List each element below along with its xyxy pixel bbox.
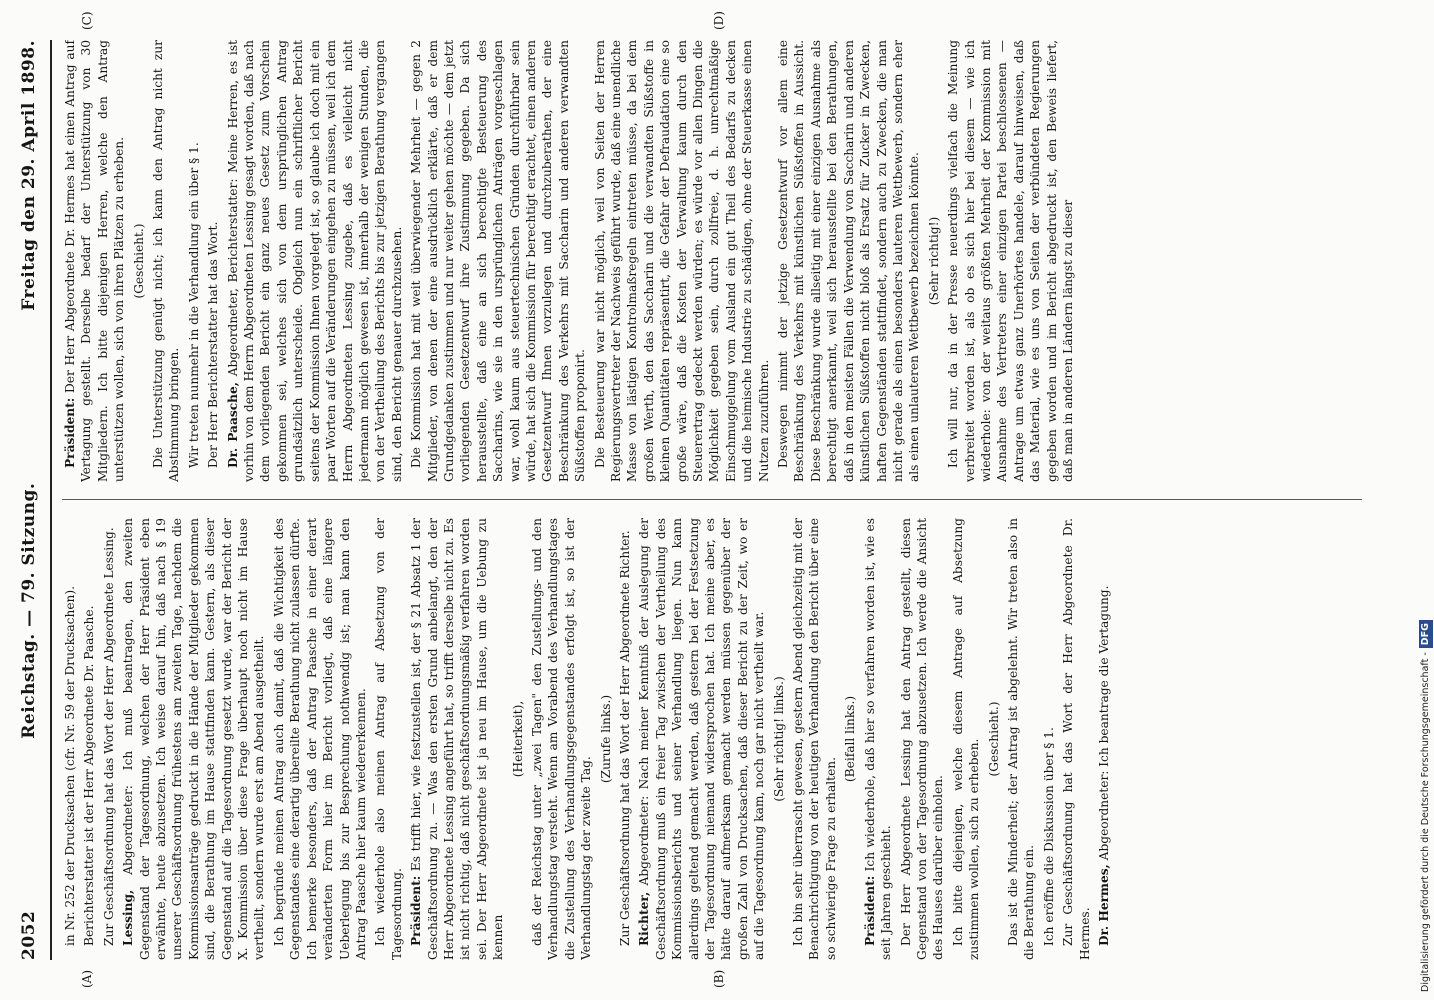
speaker-name: Richter, bbox=[637, 891, 652, 946]
paragraph bbox=[205, 40, 221, 482]
paragraph-text: Die Unterstützung genügt nicht; ich kann den Antrag nicht zur Abstimmung bringen. bbox=[151, 40, 182, 482]
credit-text: Digitalisierung gefördert durch die Deutsche Forschungsgemeinschaft - bbox=[1420, 652, 1431, 992]
speaker-name: Präsident: bbox=[63, 397, 77, 468]
paragraph-text: Der Herr Abgeordnete Dr. Hermes hat einen Antrag auf Vertagung gestellt. Derselbe bedarf der Unterstützung von 30 Mitgliedern. Ich bitte diejenigen Herren, welche den Antrag unterstützen wollen, sich von ihren Plätzen zu erheben. bbox=[63, 40, 127, 482]
paragraph bbox=[775, 40, 923, 482]
left-text-column bbox=[62, 518, 1362, 960]
paragraph-text: in Nr. 252 der Drucksachen (cfr. Nr. 59 der Drucksachen). bbox=[63, 585, 77, 946]
speaker-name: Präsident: bbox=[862, 875, 877, 946]
paragraph bbox=[120, 518, 268, 960]
paragraph-text: Abgeordneter: Nach meiner Kenntniß der Auslegung der Geschäftsordnung muß ein freier Tag zwischen der Vertheilung des Kommissionsberichts und seiner Verhandlung liegen. Nun kann allerdings geltend gemacht werden, daß gestern bei der Festsetzung der Tagesordnung niemand widersprochen hat. Ich meine aber, es hätte darauf aufmerksam gemacht werden müssen gegenüber der großen Zahl von Drucksachen, daß dieser Bericht zu der Zeit, wo er auf die Tagesordnung kam, noch gar nicht vertheilt war. bbox=[637, 518, 767, 960]
paragraph bbox=[898, 518, 947, 960]
paragraph bbox=[950, 518, 983, 960]
paragraph-text: Die Kommission hat mit weit überwiegender Mehrheit — gegen 2 Mitglieder, von denen der eine ausdrücklich erklärte, daß er dem Grundgedanken zustimmen und nur weiter gehen möchte — dem jetzt vorliegenden Gesetzentwurf ihre Zustimmung gegeben. Da sich herausstellte, daß eine an sich berechtigte Besteuerung des Saccharins, wie sie in den ursprünglichen Anträgen vorgeschlagen war, wohl kaum aus steuertechnischen Gründen durchführbar sein würde, hat sich die Kommission für berechtigt erachtet, einen anderen Gesetzentwurf Ihnen vorzulegen und durchzuberathen, der eine Beschränkung des Verkehrs mit Saccharin und anderen verwandten Süßstoffen proponirt. bbox=[409, 40, 588, 482]
paragraph bbox=[271, 518, 369, 960]
margin-marker-d: (D) bbox=[712, 11, 726, 30]
paragraph-text: Das ist die Minderheit; der Antrag ist abgelehnt. Wir treten also in die Berathung ein. bbox=[1005, 518, 1037, 960]
paragraph bbox=[1096, 518, 1112, 960]
stage-direction bbox=[986, 518, 1002, 960]
stage-direction-text: (Heiterkeit), bbox=[510, 700, 525, 778]
paragraph bbox=[408, 518, 506, 960]
dfg-logo: DFG bbox=[1419, 620, 1433, 648]
stage-direction-text: (Sehr richtig!) bbox=[926, 216, 941, 306]
paragraph-text: Zur Geschäftsordnung hat das Wort der Herr Abgeordnete Richter. bbox=[618, 530, 632, 946]
paragraph-text: Ich eröffne die Diskussion über § 1. bbox=[1041, 727, 1056, 946]
paragraph-text: Abgeordneter: Ich beantrage die Vertagung. bbox=[1096, 585, 1111, 865]
page-number: 2052 bbox=[19, 910, 39, 960]
paragraph-text: Zur Geschäftsordnung hat das Wort der Herr Abgeordnete Lessing. bbox=[101, 527, 116, 946]
paragraph bbox=[529, 518, 595, 960]
stage-direction-text: (Geschieht.) bbox=[986, 701, 1001, 777]
paragraph bbox=[592, 40, 772, 482]
paragraph-text: Ich begründe meinen Antrag auch damit, daß die Wichtigkeit des Gegenstandes eine derartig übereilte Berathung nicht zulassen dürfte. Ich bemerke besonders, daß der Antrag Paasche in einer derart veränderten Form hier im Bericht vorliegt, daß eine längere Ueberlegung bis zur Besprechung nothwendig ist; man kann den Antrag Paasche hier kaum wiedererkennen. bbox=[271, 518, 368, 960]
stage-direction bbox=[771, 518, 787, 960]
stage-direction bbox=[510, 518, 526, 960]
margin-marker-b: (B) bbox=[712, 969, 726, 988]
paragraph-text: Wir treten nunmehr in die Verhandlung ein über § 1. bbox=[186, 142, 201, 468]
speaker-name: Dr. Hermes, bbox=[1096, 864, 1111, 946]
paragraph-text: Es trifft hier, wie festzustellen ist, der § 21 Absatz 1 der Geschäftsordnung zu. — Was den ersten Grund anbelangt, den der Herr Abgeordnete Lessing angeführt hat, so trifft derselbe nicht zu. Es ist nicht richtig, daß nicht geschäftsordnungsmäßig verfahren worden sei. Der Herr Abgeordnete ist ja neu im Hause, um die Uebung zu kennen bbox=[409, 518, 506, 960]
header-right-title: Freitag den 29. April 1898. bbox=[19, 40, 39, 311]
paragraph bbox=[617, 518, 633, 960]
paragraph-text: Die Besteuerung war nicht möglich, weil von Seiten der Herren Regierungsvertreter der Nachweis geführt wurde, daß eine unendliche Masse von lästigen Kontrolmaßregeln eintreten müsse, da bei dem großen Werth, den das Saccharin und die verwandten Süßstoffe in kleinen Quantitäten repräsentirt, die Gefahr der Defraudation eine so große wäre, daß die Kosten der Verwaltung kaum durch den Steuerertrag gedeckt werden würden; es würde vor allen Dingen die Möglichkeit gegeben sein, durch zollfreie, d. h. unrechtmäßige Einschmuggelung vom Ausland ein gut Theil des Bedarfs zu decken und die heimische Industrie zu schädigen, ohne der Steuerkasse einen Nutzen zuzuführen. bbox=[592, 40, 771, 482]
paragraph bbox=[408, 40, 588, 482]
stage-direction-text: (Zurufe links.) bbox=[598, 694, 613, 784]
paragraph bbox=[62, 518, 78, 960]
paragraph bbox=[81, 518, 97, 960]
stage-direction bbox=[842, 518, 858, 960]
margin-marker-a: (A) bbox=[80, 969, 94, 988]
right-text-column bbox=[62, 40, 1362, 482]
paragraph-text: Zur Geschäftsordnung hat das Wort der Herr Abgeordnete Dr. Hermes. bbox=[1061, 518, 1092, 960]
paragraph-text: Der Herr Berichterstatter hat das Wort. bbox=[206, 221, 221, 468]
speaker-name: Lessing, bbox=[121, 889, 136, 946]
paragraph bbox=[186, 40, 202, 482]
stage-direction-text: (Beifall links.) bbox=[843, 695, 858, 783]
stage-direction bbox=[598, 518, 614, 960]
paragraph-text: Ich will nur, da in der Presse neuerdings vielfach die Meinung verbreitet worden ist, als ob es sich hier bei diesem — wie ich wiederhole: von der weitaus größten Mehrheit der Kommission mit Ausnahme des Vertreters einer einzigen Partei beschlossenen — Antrage um etwas ganz Unerhörtes handele, darauf hinweisen, daß das Material, wie es uns von Seiten der verbündeten Regierungen gegeben worden und im Bericht abgedruckt ist, den Beweis liefert, daß man in anderen Ländern längst zu dieser bbox=[946, 40, 1075, 482]
paragraph-text: Ich wiederhole, daß hier so verfahren worden ist, wie es seit Jahren geschieht. bbox=[862, 518, 894, 960]
paragraph bbox=[862, 518, 895, 960]
column-divider bbox=[62, 499, 1362, 500]
margin-marker-c: (C) bbox=[80, 11, 94, 30]
paragraph-text: daß der Reichstag unter „zwei Tagen" den Zustellungs- und den Verhandlungstag versteht. Wenn am Vorabend des Verhandlungstages die Zustellung des Verhandlungsgegenstandes erfolgt ist, so ist der Verhandlungstag der zweite Tag. bbox=[529, 518, 594, 960]
page-header bbox=[12, 40, 46, 960]
digitization-credit bbox=[1419, 8, 1433, 992]
paragraph bbox=[945, 40, 1076, 482]
speaker-name: Präsident: bbox=[409, 875, 424, 946]
paragraph bbox=[1041, 518, 1057, 960]
header-left-title: Reichstag. — 79. Sitzung. bbox=[19, 482, 39, 739]
paragraph-text: Ich wiederhole also meinen Antrag auf Absetzung von der Tagesordnung. bbox=[373, 518, 404, 960]
paragraph bbox=[225, 40, 405, 482]
paragraph-text: Ich bitte diejenigen, welche diesem Antrage auf Absetzung zustimmen wollen, sich zu erheben. bbox=[950, 518, 982, 960]
stage-direction-text: (Sehr richtig! links.) bbox=[771, 676, 786, 802]
stage-direction-text: (Geschieht.) bbox=[131, 223, 146, 299]
paragraph bbox=[101, 518, 117, 960]
stage-direction bbox=[926, 40, 942, 482]
paragraph-text: Der Herr Abgeordnete Lessing hat den Antrag gestellt, diesen Gegenstand von der Tagesordnung abzusetzen. Ich werde die Ansicht des Hauses darüber einholen. bbox=[898, 518, 946, 960]
paragraph bbox=[1005, 518, 1038, 960]
paragraph-text: Abgeordneter: Ich muß beantragen, den zweiten Gegenstand der Tagesordnung, welchen der Herr Präsident eben erwähnte, heute abzusetzen. Ich weise darauf hin, daß nach § 19 unserer Geschäftsordnung frühestens am zweiten Tage, nachdem die Kommissionsanträge gedruckt in die Hände der Mitglieder gekommen sind, die Berathung im Hause stattfinden kann. Gestern, als dieser Gegenstand auf die Tagesordnung gesetzt wurde, war der Bericht der X. Kommission über diese Frage überhaupt noch nicht im Hause vertheilt, sondern wurde erst am Abend ausgetheilt. bbox=[121, 518, 267, 960]
paragraph bbox=[150, 40, 183, 482]
paragraph bbox=[1060, 518, 1093, 960]
paragraph-text: Ich bin sehr überrascht gewesen, gestern Abend gleichzeitig mit der Benachrichtigung von der heutigen Verhandlung den Bericht über eine so schwierige Frage zu erhalten. bbox=[791, 518, 838, 960]
paragraph bbox=[636, 518, 767, 960]
header-rule bbox=[50, 40, 52, 960]
speaker-name: Dr. Paasche, bbox=[225, 382, 240, 468]
paragraph bbox=[62, 40, 128, 482]
paragraph-text: Berichterstatter ist der Herr Abgeordnete Dr. Paasche. bbox=[82, 605, 97, 946]
paragraph bbox=[372, 518, 405, 960]
stage-direction bbox=[131, 40, 147, 482]
paragraph bbox=[790, 518, 839, 960]
paragraph-text: Abgeordneter, Berichterstatter: Meine Herren, es ist vorhin von dem Herrn Abgeordneten Lessing gesagt worden, daß nach dem vorliegenden Bericht ein ganz neues Gesetz zum Vorschein gekommen sei, welches sich von dem ursprünglichen Antrag grundsätzlich unterscheide. Obgleich nun ein schriftlicher Bericht seitens der Kommission Ihnen vorgelegt ist, so glaube ich doch mit ein paar Worten auf die Veränderungen eingehen zu müssen, weil ich dem Herrn Abgeordneten Lessing zugebe, daß es vielleicht nicht jedermann möglich gewesen ist, innerhalb der wenigen Stunden, die von der Vertheilung des Berichts bis zur jetzigen Berathung vergangen sind, den Bericht genauer durchzusehen. bbox=[225, 40, 404, 482]
paragraph-text: Deswegen nimmt der jetzige Gesetzentwurf vor allem eine Beschränkung des Verkehrs mit künstlichen Süßstoffen in Aussicht. Diese Beschränkung wurde allseitig mit einer einzigen Ausnahme als berechtigt anerkannt, weil sich herausstellte bei den Berathungen, daß in den meisten Fällen die Verwendung von Saccharin und anderen künstlichen Süßstoffen nicht bloß als Ersatz für Zucker in Zwecken, haften Gegenständen stattfindet, sondern auch zu Zwecken, die man nicht gerade als einen besonders lauteren Wettbewerb, sondern eher als einen unlauteren Wettbewerb bezeichnen könnte. bbox=[776, 40, 922, 482]
